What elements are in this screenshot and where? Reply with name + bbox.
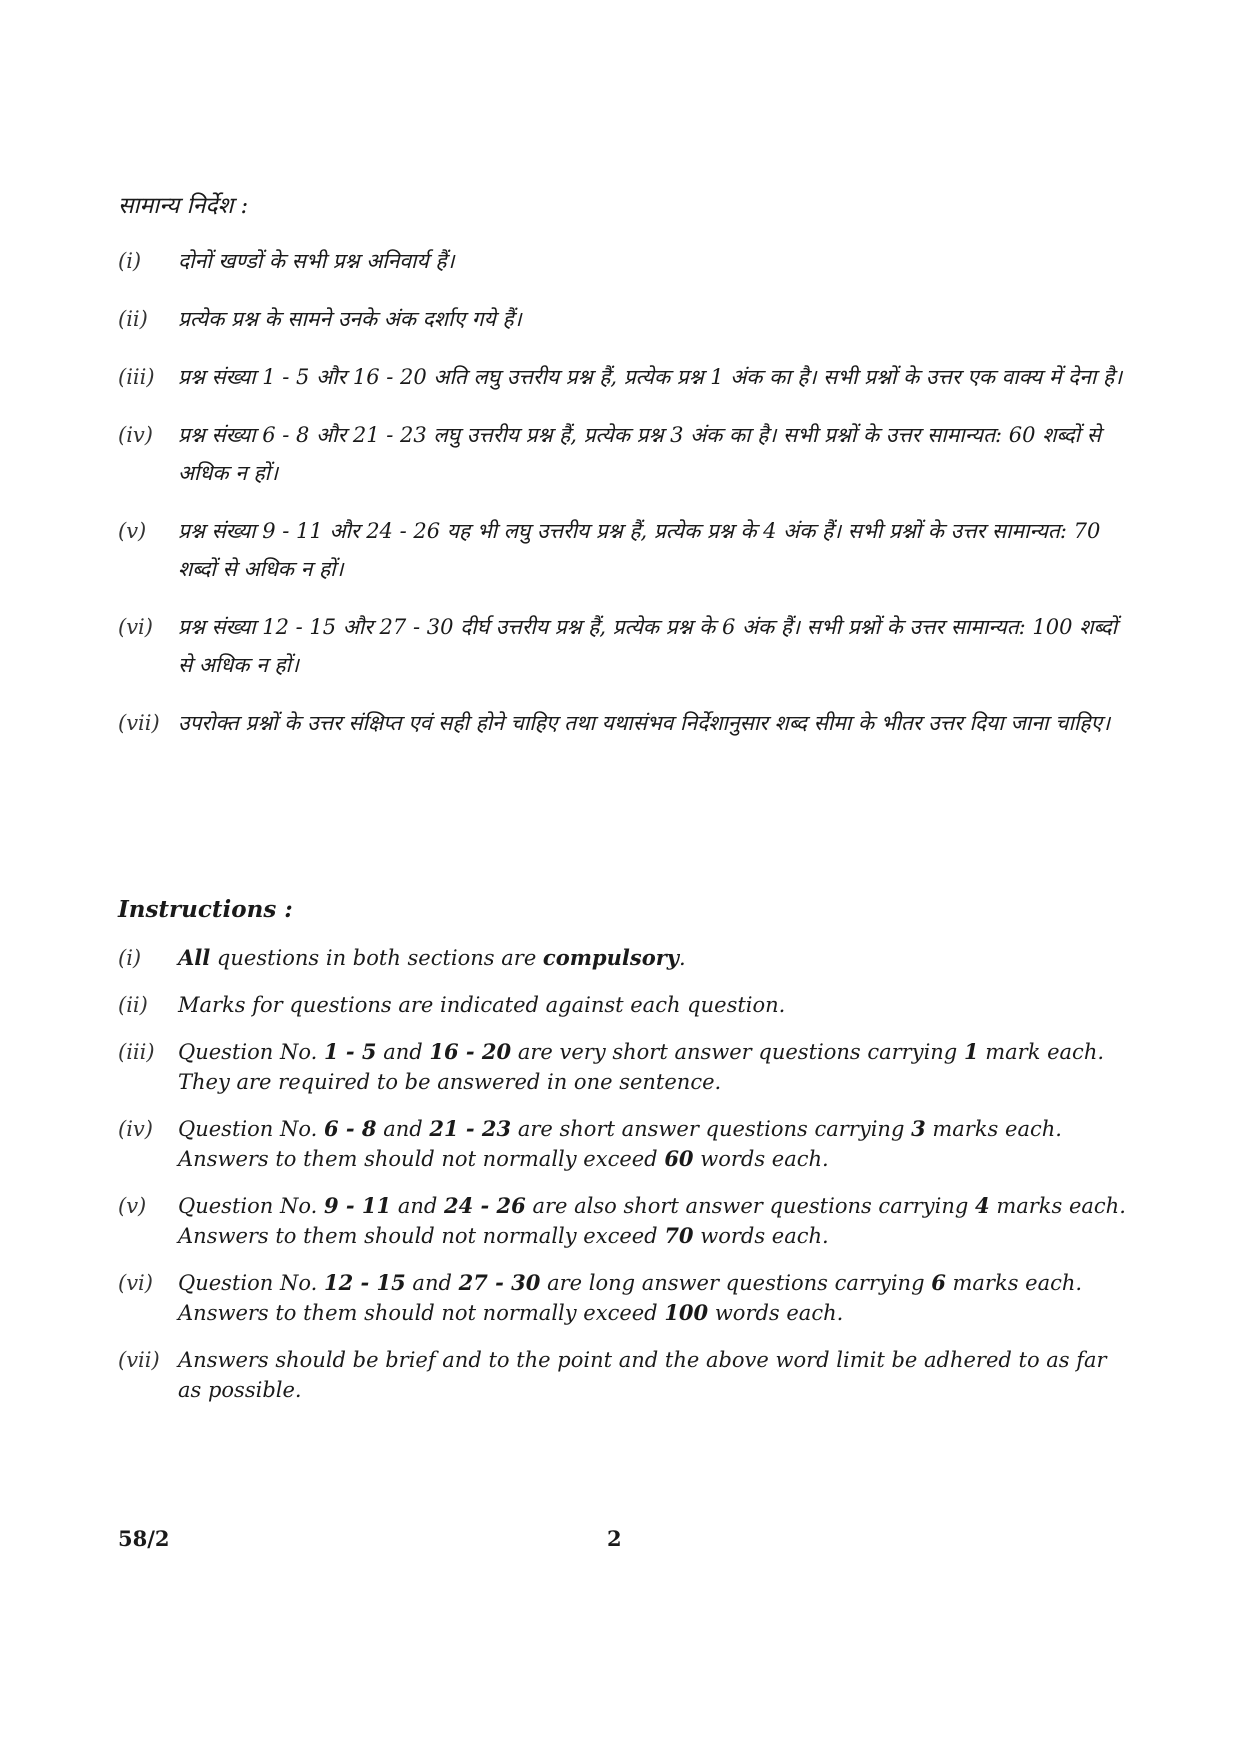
text-segment: are long answer questions carrying: [540, 1271, 932, 1295]
hindi-instruction-number: (v): [118, 519, 147, 543]
text-segment: are also short answer questions carrying: [525, 1194, 976, 1218]
text-segment: Question No.: [178, 1117, 324, 1141]
emphasized-text: 12 - 15: [323, 1270, 406, 1295]
english-instruction-text: [178, 1037, 1128, 1097]
text-segment: are very short answer questions carrying: [511, 1040, 964, 1064]
english-instruction-number: (vi): [118, 1271, 153, 1295]
emphasized-text: compulsory: [542, 945, 679, 970]
hindi-instruction-item: [118, 416, 1128, 492]
text-segment: are short answer questions carrying: [511, 1117, 912, 1141]
emphasized-text: 1: [963, 1039, 979, 1064]
english-instruction-item: [118, 1345, 1128, 1405]
hindi-instruction-number: (i): [118, 249, 142, 273]
english-instruction-item: [118, 1191, 1128, 1251]
text-segment: and: [405, 1271, 459, 1295]
hindi-instruction-text: प्रत्येक प्रश्न के सामने उनके अंक दर्शाए गये हैं।: [178, 307, 522, 331]
hindi-instruction-number: (vi): [118, 615, 153, 639]
text-segment: Marks for questions are indicated against each question.: [178, 993, 786, 1017]
hindi-instruction-item: [118, 512, 1128, 588]
emphasized-text: 27 - 30: [458, 1270, 541, 1295]
text-segment: and: [376, 1117, 430, 1141]
english-instruction-item: [118, 943, 1128, 973]
text-segment: words each.: [693, 1224, 829, 1248]
emphasized-text: 100: [664, 1300, 709, 1325]
emphasized-text: 4: [975, 1193, 990, 1218]
english-instruction-number: (ii): [118, 993, 148, 1017]
emphasized-text: 1 - 5: [323, 1039, 377, 1064]
english-instruction-item: [118, 1268, 1128, 1328]
hindi-instruction-text: प्रश्न संख्या 1 - 5 और 16 - 20 अति लघु उत्तरीय प्रश्न हैं, प्रत्येक प्रश्न 1 अंक का है। सभी प्रश्नों के उत्तर एक वाक्य में देना है।: [178, 365, 1123, 389]
hindi-instruction-number: (iii): [118, 365, 155, 389]
hindi-instruction-item: [118, 358, 1128, 396]
paper-code: 58/2: [118, 1526, 170, 1551]
english-instruction-text: [178, 990, 1128, 1020]
english-instruction-text: [178, 1345, 1128, 1405]
english-instructions-section: [118, 895, 1128, 1422]
emphasized-text: 9 - 11: [323, 1193, 392, 1218]
english-instruction-text: [178, 1191, 1128, 1251]
emphasized-text: 6 - 8: [323, 1116, 377, 1141]
english-instruction-number: (vii): [118, 1348, 160, 1372]
english-instruction-number: (i): [118, 946, 142, 970]
emphasized-text: 3: [911, 1116, 926, 1141]
text-segment: marks each. Answers to them should not normally exceed: [178, 1271, 1083, 1325]
text-segment: Answers should be brief and to the point and the above word limit be adhered to as far as possible.: [178, 1348, 1107, 1402]
english-instruction-text: [178, 943, 1128, 973]
text-segment: and: [376, 1040, 430, 1064]
text-segment: Question No.: [178, 1271, 324, 1295]
text-segment: .: [678, 946, 686, 970]
hindi-instruction-number: (ii): [118, 307, 148, 331]
text-segment: marks each. Answers to them should not normally exceed: [178, 1194, 1126, 1248]
text-segment: Question No.: [178, 1194, 324, 1218]
hindi-instruction-number: (vii): [118, 711, 160, 735]
english-instruction-item: [118, 1037, 1128, 1097]
hindi-instruction-text: दोनों खण्डों के सभी प्रश्न अनिवार्य हैं।: [178, 249, 455, 273]
hindi-instruction-text: प्रश्न संख्या 9 - 11 और 24 - 26 यह भी लघु उत्तरीय प्रश्न हैं, प्रत्येक प्रश्न के 4 अंक हैं। सभी प्रश्नों के उत्तर सामान्यत: 70 शब्दों से अधिक न हों।: [178, 519, 1101, 581]
emphasized-text: 24 - 26: [443, 1193, 526, 1218]
text-segment: words each.: [693, 1147, 829, 1171]
hindi-heading: सामान्य निर्देश :: [118, 193, 249, 219]
hindi-instruction-text: उपरोक्त प्रश्नों के उत्तर संक्षिप्त एवं सही होने चाहिए तथा यथासंभव निर्देशानुसार शब्द सीमा के भीतर उत्तर दिया जाना चाहिए।: [178, 711, 1111, 735]
english-instruction-item: [118, 1114, 1128, 1174]
hindi-instruction-text: प्रश्न संख्या 12 - 15 और 27 - 30 दीर्घ उत्तरीय प्रश्न हैं, प्रत्येक प्रश्न के 6 अंक हैं। सभी प्रश्नों के उत्तर सामान्यत: 100 शब्दों से अधिक न हों।: [178, 615, 1118, 677]
emphasized-text: 16 - 20: [429, 1039, 512, 1064]
text-segment: Question No.: [178, 1040, 324, 1064]
hindi-instruction-text: प्रश्न संख्या 6 - 8 और 21 - 23 लघु उत्तरीय प्रश्न हैं, प्रत्येक प्रश्न 3 अंक का है। सभी प्रश्नों के उत्तर सामान्यत: 60 शब्दों से अधिक न हों।: [178, 423, 1101, 485]
text-segment: and: [391, 1194, 444, 1218]
english-instructions-list: [118, 943, 1128, 1405]
english-instruction-item: [118, 990, 1128, 1020]
emphasized-text: All: [178, 945, 211, 970]
hindi-instruction-item: [118, 704, 1128, 742]
emphasized-text: 6: [931, 1270, 946, 1295]
hindi-instruction-item: [118, 242, 1128, 280]
english-instruction-text: [178, 1268, 1128, 1328]
english-heading: Instructions :: [118, 896, 293, 923]
english-instruction-number: (iv): [118, 1117, 153, 1141]
emphasized-text: 21 - 23: [429, 1116, 512, 1141]
text-segment: mark each. They are required to be answered in one sentence.: [178, 1040, 1105, 1094]
hindi-instruction-item: [118, 300, 1128, 338]
english-instruction-text: [178, 1114, 1128, 1174]
text-segment: marks each. Answers to them should not normally exceed: [178, 1117, 1062, 1171]
hindi-instructions-list: [118, 242, 1128, 742]
text-segment: words each.: [708, 1301, 844, 1325]
english-instruction-number: (iii): [118, 1040, 155, 1064]
hindi-instructions-section: [118, 190, 1128, 762]
hindi-instruction-item: [118, 608, 1128, 684]
page-number: 2: [607, 1526, 622, 1551]
hindi-instruction-number: (iv): [118, 423, 153, 447]
english-instruction-number: (v): [118, 1194, 147, 1218]
text-segment: questions in both sections are: [210, 946, 543, 970]
emphasized-text: 70: [664, 1223, 694, 1248]
emphasized-text: 60: [664, 1146, 694, 1171]
